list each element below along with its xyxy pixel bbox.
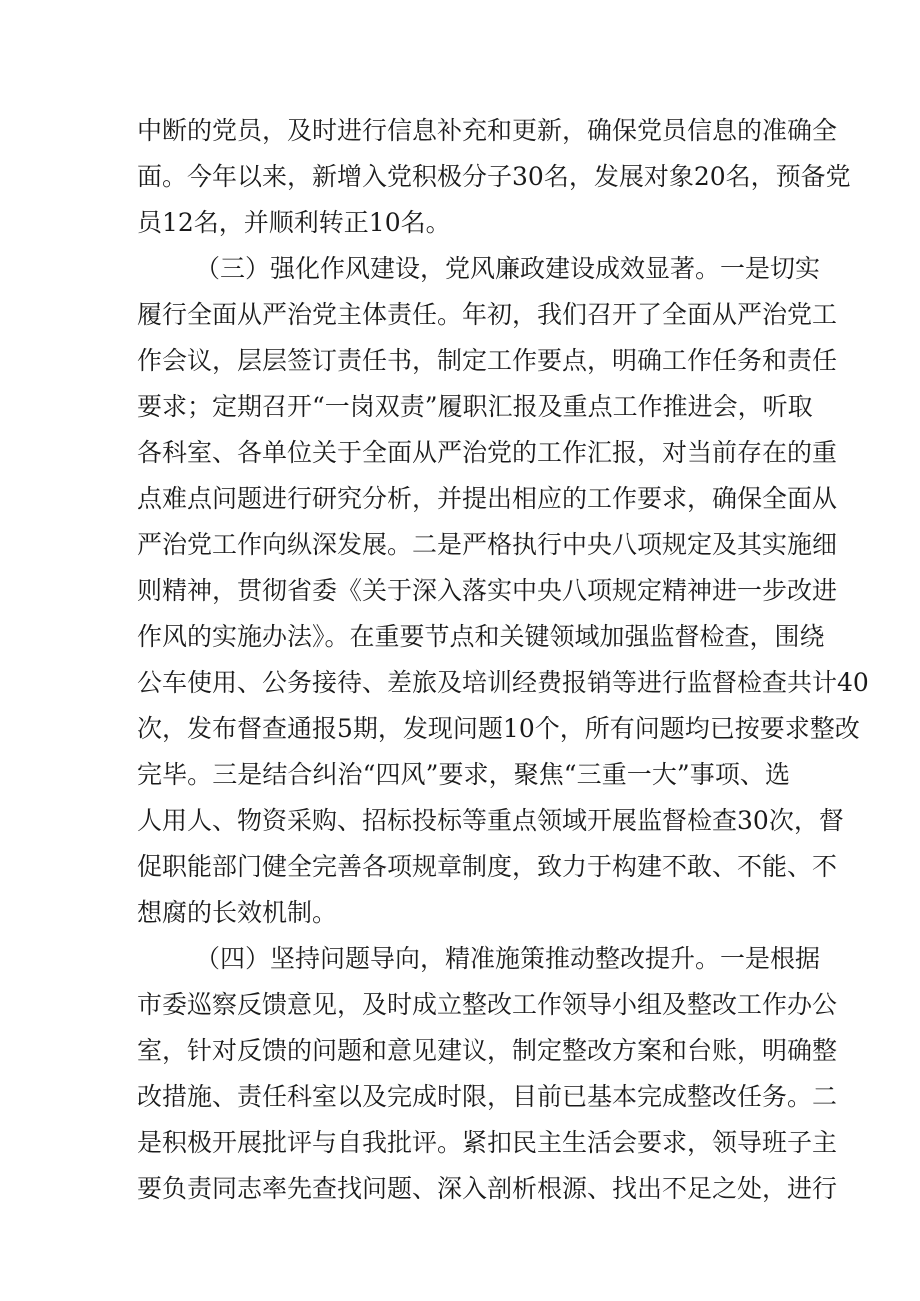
text-line: 员12名，并顺利转正10名。 bbox=[137, 208, 451, 237]
text-line: 要求；定期召开“一岗双责”履职汇报及重点工作推进会，听取 bbox=[137, 392, 813, 421]
text-line: 完毕。三是结合纠治“四风”要求，聚焦“三重一大”事项、选 bbox=[137, 760, 790, 789]
text-line: 改措施、责任科室以及完成时限，目前已基本完成整改任务。二 bbox=[137, 1082, 838, 1111]
text-line: 市委巡察反馈意见，及时成立整改工作领导小组及整改工作办公 bbox=[137, 990, 838, 1019]
text-line: 人用人、物资采购、招标投标等重点领域开展监督检查30次，督 bbox=[137, 806, 844, 835]
section-heading-line: （四）坚持问题导向，精准施策推动整改提升。一是根据 bbox=[195, 944, 821, 973]
text-line: 严治党工作向纵深发展。二是严格执行中央八项规定及其实施细 bbox=[137, 530, 838, 559]
text-line: 则精神，贯彻省委《关于深入落实中央八项规定精神进一步改进 bbox=[137, 576, 838, 605]
document-body bbox=[137, 108, 869, 1212]
text-line: 是积极开展批评与自我批评。紧扣民主生活会要求，领导班子主 bbox=[137, 1128, 838, 1157]
section-heading-line: （三）强化作风建设，党风廉政建设成效显著。一是切实 bbox=[195, 254, 821, 283]
text-line: 次，发布督查通报5期，发现问题10个，所有问题均已按要求整改 bbox=[137, 714, 860, 743]
text-line: 想腐的长效机制。 bbox=[137, 898, 338, 927]
text-line: 面。今年以来，新增入党积极分子30名，发展对象20名，预备党 bbox=[137, 162, 851, 191]
text-line: 作风的实施办法》。在重要节点和关键领域加强监督检查，围绕 bbox=[137, 622, 825, 651]
text-line: 公车使用、公务接待、差旅及培训经费报销等进行监督检查共计40 bbox=[137, 668, 869, 697]
text-line: 中断的党员，及时进行信息补充和更新，确保党员信息的准确全 bbox=[137, 116, 838, 145]
text-line: 室，针对反馈的问题和意见建议，制定整改方案和台账，明确整 bbox=[137, 1036, 838, 1065]
text-line: 各科室、各单位关于全面从严治党的工作汇报，对当前存在的重 bbox=[137, 438, 838, 467]
text-line: 履行全面从严治党主体责任。年初，我们召开了全面从严治党工 bbox=[137, 300, 838, 329]
text-line: 作会议，层层签订责任书，制定工作要点，明确工作任务和责任 bbox=[137, 346, 838, 375]
text-line: 点难点问题进行研究分析，并提出相应的工作要求，确保全面从 bbox=[137, 484, 838, 513]
text-line: 要负责同志率先查找问题、深入剖析根源、找出不足之处，进行 bbox=[137, 1174, 838, 1203]
text-line: 促职能部门健全完善各项规章制度，致力于构建不敢、不能、不 bbox=[137, 852, 838, 881]
